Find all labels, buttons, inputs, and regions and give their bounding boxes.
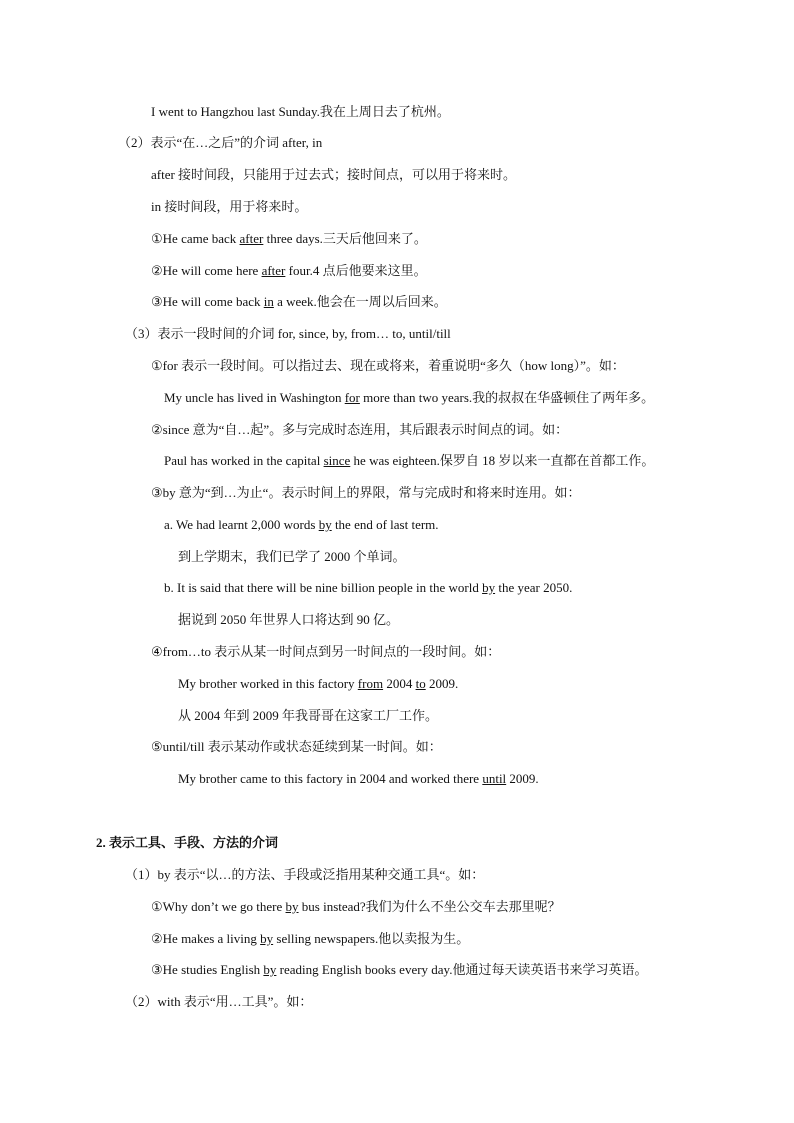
text-run: the end of last term. xyxy=(331,517,439,532)
text-line-l19 xyxy=(178,675,458,693)
text-line-l23 xyxy=(96,834,278,852)
text-run: three days.三天后他回来了。 xyxy=(263,231,427,246)
text-line-l12 xyxy=(164,452,654,470)
text-line-l11 xyxy=(151,421,568,439)
text-line-l28 xyxy=(125,993,312,1011)
text-run: My brother came to this factory in 2004 and worked there xyxy=(178,771,483,786)
text-line-l17 xyxy=(178,611,399,629)
text-run: （2）with 表示“用…工具”。如： xyxy=(125,994,313,1009)
text-line-l18 xyxy=(151,643,500,661)
underlined-keyword: by xyxy=(285,899,299,914)
underlined-keyword: by xyxy=(263,962,277,977)
text-line-l26 xyxy=(151,930,469,948)
text-line-l02 xyxy=(118,134,322,152)
text-line-l27 xyxy=(151,961,647,979)
text-run: ②He makes a living xyxy=(151,931,261,946)
text-line-l03 xyxy=(151,166,516,184)
underlined-keyword: by xyxy=(482,580,496,595)
underlined-keyword: to xyxy=(415,676,426,691)
text-run: selling newspapers.他以卖报为生。 xyxy=(273,931,470,946)
text-line-l21 xyxy=(151,738,442,756)
text-run: My uncle has lived in Washington xyxy=(164,390,345,405)
text-line-l09 xyxy=(151,357,625,375)
text-run: 2009. xyxy=(425,676,459,691)
text-line-l25 xyxy=(151,898,561,916)
text-run: （3）表示一段时间的介词 for, since, by, from… to, until/till xyxy=(125,326,451,341)
underlined-keyword: in xyxy=(263,294,274,309)
text-line-l14 xyxy=(164,516,439,534)
underlined-keyword: until xyxy=(482,771,507,786)
text-run: b. It is said that there will be nine billion people in the world xyxy=(164,580,483,595)
text-run: （1）by 表示“以…的方法、手段或泛指用某种交通工具“。如： xyxy=(125,867,485,882)
text-line-l22 xyxy=(178,770,539,788)
text-run: reading English books every day.他通过每天读英语书来学习英语。 xyxy=(276,962,648,977)
text-line-l07 xyxy=(151,293,447,311)
text-line-l10 xyxy=(164,389,654,407)
text-run: I went to Hangzhou last Sunday.我在上周日去了杭州。 xyxy=(151,104,450,119)
text-run: the year 2050. xyxy=(495,580,573,595)
underlined-keyword: from xyxy=(357,676,384,691)
text-run: four.4 点后他要来这里。 xyxy=(285,263,427,278)
text-run: 2009. xyxy=(506,771,539,786)
text-run: ①He came back xyxy=(151,231,240,246)
text-run: ③by 意为“到…为止“。表示时间上的界限，常与完成时和将来时连用。如： xyxy=(151,485,581,500)
text-line-l13 xyxy=(151,484,580,502)
underlined-keyword: by xyxy=(260,931,274,946)
text-run: ④from…to 表示从某一时间点到另一时间点的一段时间。如： xyxy=(151,644,501,659)
text-run: 2004 xyxy=(383,676,416,691)
text-run: more than two years.我的叔叔在华盛顿住了两年多。 xyxy=(359,390,655,405)
text-line-l04 xyxy=(151,198,307,216)
text-line-l16 xyxy=(164,579,572,597)
text-run: after 接时间段，只能用于过去式；接时间点，可以用于将来时。 xyxy=(151,167,517,182)
text-run: he was eighteen.保罗自 18 岁以来一直都在首都工作。 xyxy=(350,453,655,468)
text-run: Paul has worked in the capital xyxy=(164,453,324,468)
text-run: （2）表示“在…之后”的介词 after, in xyxy=(118,135,323,150)
text-run: ③He will come back xyxy=(151,294,264,309)
text-run: 2. 表示工具、手段、方法的介词 xyxy=(96,835,279,850)
text-run: 据说到 2050 年世界人口将达到 90 亿。 xyxy=(178,612,400,627)
text-run: ②He will come here xyxy=(151,263,262,278)
text-run: bus instead?我们为什么不坐公交车去那里呢？ xyxy=(298,899,561,914)
text-line-l24 xyxy=(125,866,484,884)
text-run: ①Why don’t we go there xyxy=(151,899,286,914)
underlined-keyword: since xyxy=(323,453,351,468)
text-run: ②since 意为“自…起”。多与完成时态连用，其后跟表示时间点的词。如： xyxy=(151,422,569,437)
underlined-keyword: for xyxy=(344,390,360,405)
text-line-l06 xyxy=(151,262,427,280)
text-run: 从 2004 年到 2009 年我哥哥在这家工厂工作。 xyxy=(178,708,439,723)
text-line-l08 xyxy=(125,325,451,343)
underlined-keyword: after xyxy=(261,263,286,278)
text-line-l20 xyxy=(178,707,438,725)
text-line-l01 xyxy=(151,103,450,121)
text-run: a. We had learnt 2,000 words xyxy=(164,517,319,532)
text-line-l15 xyxy=(178,548,406,566)
underlined-keyword: after xyxy=(239,231,264,246)
text-run: ⑤until/till 表示某动作或状态延续到某一时间。如： xyxy=(151,739,442,754)
text-run: a week.他会在一周以后回来。 xyxy=(273,294,447,309)
text-line-l05 xyxy=(151,230,427,248)
underlined-keyword: by xyxy=(318,517,332,532)
text-run: in 接时间段，用于将来时。 xyxy=(151,199,308,214)
text-run: 到上学期末，我们已学了 2000 个单词。 xyxy=(178,549,406,564)
text-run: ①for 表示一段时间。可以指过去、现在或将来，着重说明“多久（how long）”。如： xyxy=(151,358,625,373)
text-run: ③He studies English xyxy=(151,962,264,977)
text-run: My brother worked in this factory xyxy=(178,676,358,691)
